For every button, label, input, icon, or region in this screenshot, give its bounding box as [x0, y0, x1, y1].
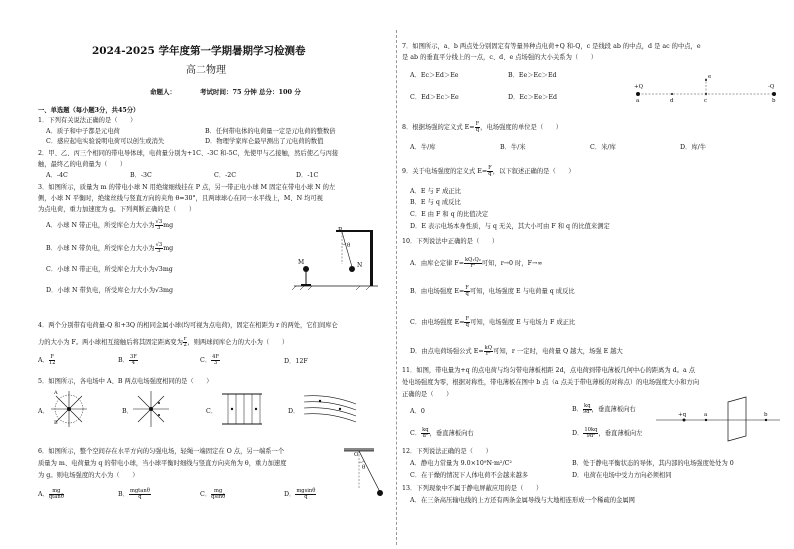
q12-option-d[interactable]: D．电荷在电场中受力方向必须相同 [572, 472, 672, 479]
q1-option-b[interactable]: B．任何带电体的电荷量一定是元电荷的整数倍 [205, 128, 336, 135]
q8-stem: 8．根据场强的定义式 E= $\frac{F}{q}$ ，电场强度的单位是（ ） [402, 121, 563, 134]
q7-option-a[interactable]: A．Ec＞Ed＞Ee [410, 72, 459, 79]
q12-option-a[interactable]: A．静电力常量为 9.0×10⁹N·m²/C² [410, 460, 512, 467]
q7-stem-line1: 7．如图所示，a、b 两点处分别固定有等量异种点电荷+Q 和-Q，c 是线段 ab 的中点，d 是 ac 的中点，e [402, 43, 701, 50]
q4-stem-line1: 4．两个分别带有电荷量-Q 和+3Q 的相同金属小球(均可视为点电荷)，固定在相距为 r 的两处，它们间库仑 [38, 322, 338, 329]
q10-option-d[interactable]: D．由点电荷场强公式 E= $\frac{kQ}{\text{r²}}$ 可知，r 一定时，电荷量 Q 越大，场强 E 越大 [410, 345, 623, 358]
q1-option-c[interactable]: C．感应起电实验说明电荷可以创生或消失 [46, 138, 165, 145]
q6-stem-line1: 6．如图所示，整个空间存在水平方向的匀强电场，轻绳一端固定在 O 点，另一端系一个 [38, 448, 285, 455]
q12-option-b[interactable]: B．处于静电平衡状态的导体，其内部的电场强度处处为 0 [572, 460, 734, 467]
charged-plate-icon [728, 397, 746, 441]
q7-label-c: c [704, 98, 708, 104]
q5-option-c[interactable]: C． [206, 408, 218, 415]
q6-option-d[interactable]: D． $\frac{mgsin\theta}{q}$ [284, 488, 316, 501]
q9-option-b[interactable]: B．E 与 q 成反比 [410, 199, 461, 206]
q4-option-d[interactable]: D．12F [284, 358, 308, 365]
q13-option-a[interactable]: A．在三条高压输电线的上方还有两条金属导线与大地相连形成一个稀疏的金属网 [410, 497, 635, 504]
q3-label-p: P [338, 227, 343, 234]
right-column [402, 0, 790, 549]
q6-stem-line3: 为 g。则电场强度的大小为（ ） [38, 472, 139, 479]
q1-option-a[interactable]: A．质子和中子都是元电荷 [46, 128, 120, 135]
q10-option-a[interactable]: A．由库仑定律 F= $\frac{\text{kQ₁Q₂}}{\text{r²}}$ 可知，r→0 时，F→∞ [410, 257, 543, 270]
left-column [0, 0, 392, 549]
q4-option-c[interactable]: C． $\frac{4F}{3}$ [200, 354, 220, 367]
q11-option-b[interactable]: B． $\frac{kq}{\text{9d²}}$ ，垂直薄板向右 [572, 403, 636, 416]
q1-stem: 1．下列有关说法正确的是（ ） [38, 117, 137, 124]
q6-option-c[interactable]: C． $\frac{mg}{qsin\theta}$ [200, 488, 226, 501]
charged-ball-icon [377, 490, 383, 496]
q7-label-minus-q: -Q [768, 84, 775, 90]
q11-option-c[interactable]: C． $\frac{kq}{\text{d²}}$ ，垂直薄板向右 [410, 427, 474, 440]
q8-option-b[interactable]: B．牛/米 [500, 144, 526, 151]
q3-label-m: M [298, 259, 305, 266]
q3-a-fraction: $\frac{√3}{3}$ [155, 219, 163, 232]
q7-option-b[interactable]: B．Ee＞Ec＞Ed [508, 72, 557, 79]
q4-stem-line2: 力的大小为 F。两小球相互接触后将其固定距离变为 $\frac{r}{2}$ ，则两球间库仑力的大小为（ ） [38, 336, 289, 349]
q10-option-c[interactable]: C．由电场强度 E= $\frac{F}{q}$ 可知，电场强度 E 与电场力 F 成正比 [410, 316, 576, 329]
q11-label-a: a [704, 412, 708, 418]
q11-label-q: +q [678, 412, 687, 418]
q5-figure-d [302, 392, 358, 424]
q4-option-a[interactable]: A． $\frac{F}{12}$ [38, 354, 56, 367]
q3-stem-line2: 侧，小球 N 平衡时，绝缘丝线与竖直方向的夹角 θ=30°，且两球球心在同一水平线上，M、N 均可视 [38, 195, 323, 202]
exam-title: 2024-2025 学年度第一学期暑期学习检测卷 [92, 45, 306, 57]
q3-label-n: N [357, 262, 363, 269]
section-heading: 一、单选题（每小题3分，共45分） [38, 107, 140, 114]
q6-stem-line2: 质量为 m、电荷量为 q 的带电小球，当小球平衡时细线与竖直方向夹角为 θ，重力加速度 [38, 460, 287, 467]
q2-stem-line1: 2．甲、乙、丙三个相同的带电导体球，电荷量分别为+1C、-3C 和-5C，先使甲与乙接触，然后使乙与丙接 [38, 150, 339, 157]
q7-label-plus-q: +Q [634, 84, 644, 90]
q8-option-d[interactable]: D．库/牛 [680, 144, 707, 151]
q12-option-c[interactable]: C．在干燥的情况下人体电荷不会越来越多 [410, 472, 529, 479]
q3-stem-line3: 为点电荷，重力加速度为 g。下列判断正确的是（ ） [38, 206, 196, 213]
q5-a-label-a: A [54, 390, 58, 396]
ball-n-icon [349, 266, 355, 272]
q9-option-a[interactable]: A．E 与 F 成正比 [410, 188, 462, 195]
q2-option-c[interactable]: C．-2C [214, 172, 237, 179]
q11-stem-line2: 处电场强度为零，根据对称性，带电薄板在图中 b 点（a 点关于带电薄板的对称点）的电场强度大小和方向 [402, 379, 700, 386]
q12-stem: 12．下列说法正确的是（ ） [402, 448, 492, 455]
q6-label-theta: θ [362, 465, 366, 471]
q11-stem-line1: 11．如图，带电量为+q 的点电荷与均匀带电薄板相距 2d，点电荷到带电薄板几何中心的距离为 d。a 点 [402, 367, 696, 374]
q8-option-a[interactable]: A．牛/库 [410, 144, 436, 151]
q2-stem-line2: 触，最终乙的电荷量为（ ） [38, 161, 127, 168]
q6-option-a[interactable]: A． $\frac{mg}{qtan\theta}$ [38, 488, 64, 501]
q3-option-a[interactable]: A．小球 N 带正电，所受库仑力大小为 $\frac{√3}{3}$ mg [46, 219, 174, 232]
q9-option-c[interactable]: C．E 由 F 和 q 的比值决定 [410, 211, 489, 218]
q3-option-d[interactable]: D．小球 N 带负电，所受库仑力大小为√3mg [46, 287, 174, 294]
q13-stem: 13．下列现象中不属于静电屏蔽应用的是（ ） [402, 485, 543, 492]
q1-option-d[interactable]: D．物理学家库仑最早测出了元电荷的数值 [205, 138, 324, 145]
q5-option-b[interactable]: B． [122, 408, 133, 415]
q6-option-b[interactable]: B． $\frac{mgtan\theta}{q}$ [118, 488, 150, 501]
q7-option-d[interactable]: D．Ec＞Ee＞Ed [508, 94, 558, 101]
q2-option-a[interactable]: A．-4C [46, 172, 68, 179]
q10-option-b[interactable]: B．由电场强度 E= $\frac{F}{q}$ 可知，电场强度 E 与电荷量 q 成反比 [410, 285, 575, 298]
q4-option-b[interactable]: B． $\frac{3F}{4}$ [118, 354, 137, 367]
q7-stem-line2: 是 ab 的垂直平分线上的一点，c、d、e 点场强的大小关系为（ ） [402, 54, 598, 61]
q9-option-d[interactable]: D．E 表示电场本身性质，与 q 无关，其大小可由 F 和 q 的比值来测定 [410, 223, 610, 230]
q5-option-d[interactable]: D． [288, 408, 300, 415]
q9-stem: 9．关于电场强度的定义式 E= $\frac{F}{q}$ ，以下叙述正确的是（ ） [402, 165, 575, 178]
column-divider [396, 30, 397, 545]
q3-option-b[interactable]: B．小球 N 带负电，所受库仑力大小为 $\frac{√3}{3}$ mg [46, 242, 174, 255]
q11-figure [654, 396, 782, 444]
q6-figure [336, 448, 386, 498]
q2-option-d[interactable]: D．-1C [296, 172, 319, 179]
q11-option-a[interactable]: A．0 [410, 408, 425, 415]
q11-stem-line3: 正确的是（ ） [402, 391, 453, 398]
q11-option-d[interactable]: D． $\frac{10kq}{\text{9d²}}$ ，垂直薄板向左 [572, 427, 643, 440]
q7-label-b: b [772, 98, 776, 104]
q4-r-fraction: $\frac{r}{2}$ [183, 336, 187, 349]
q5-option-a[interactable]: A． [38, 408, 49, 415]
q3-label-theta: θ [347, 243, 351, 249]
q7-label-e: e [708, 74, 712, 80]
q5-figure-b [132, 390, 170, 428]
q11-label-b: b [764, 412, 768, 418]
q3-stem-line1: 3．如图所示，质量为 m 的带电小球 N 用绝缘细线挂在 P 点，另一带正电小球 M 固定在带电小球 N 的左 [38, 184, 336, 191]
q3-b-fraction: $\frac{√3}{3}$ [155, 242, 163, 255]
q5-figure-c [220, 392, 264, 426]
total-score: 总分：100 分 [259, 88, 301, 96]
q2-option-b[interactable]: B．-3C [130, 172, 152, 179]
q7-option-c[interactable]: C．Ed＞Ec＞Ee [410, 94, 459, 101]
q5-a-label-b: B [54, 420, 58, 426]
q3-option-c[interactable]: C．小球 N 带正电，所受库仑力大小为√3mg [46, 266, 173, 273]
subject-title: 高二物理 [186, 65, 226, 76]
q6-label-o: O [354, 452, 359, 458]
q3-figure [290, 224, 382, 290]
setter-label: 命题人： [150, 88, 176, 96]
q7-label-d: d [670, 98, 674, 104]
q5-stem: 5．如图所示，各电场中 A、B 两点电场强度相同的是（ ） [38, 378, 213, 385]
q7-label-a: a [636, 98, 640, 104]
q10-stem: 10．下列说法中正确的是（ ） [402, 238, 499, 245]
q8-option-c[interactable]: C．米/库 [590, 144, 616, 151]
exam-time: 考试时间：75 分钟 [200, 88, 257, 96]
